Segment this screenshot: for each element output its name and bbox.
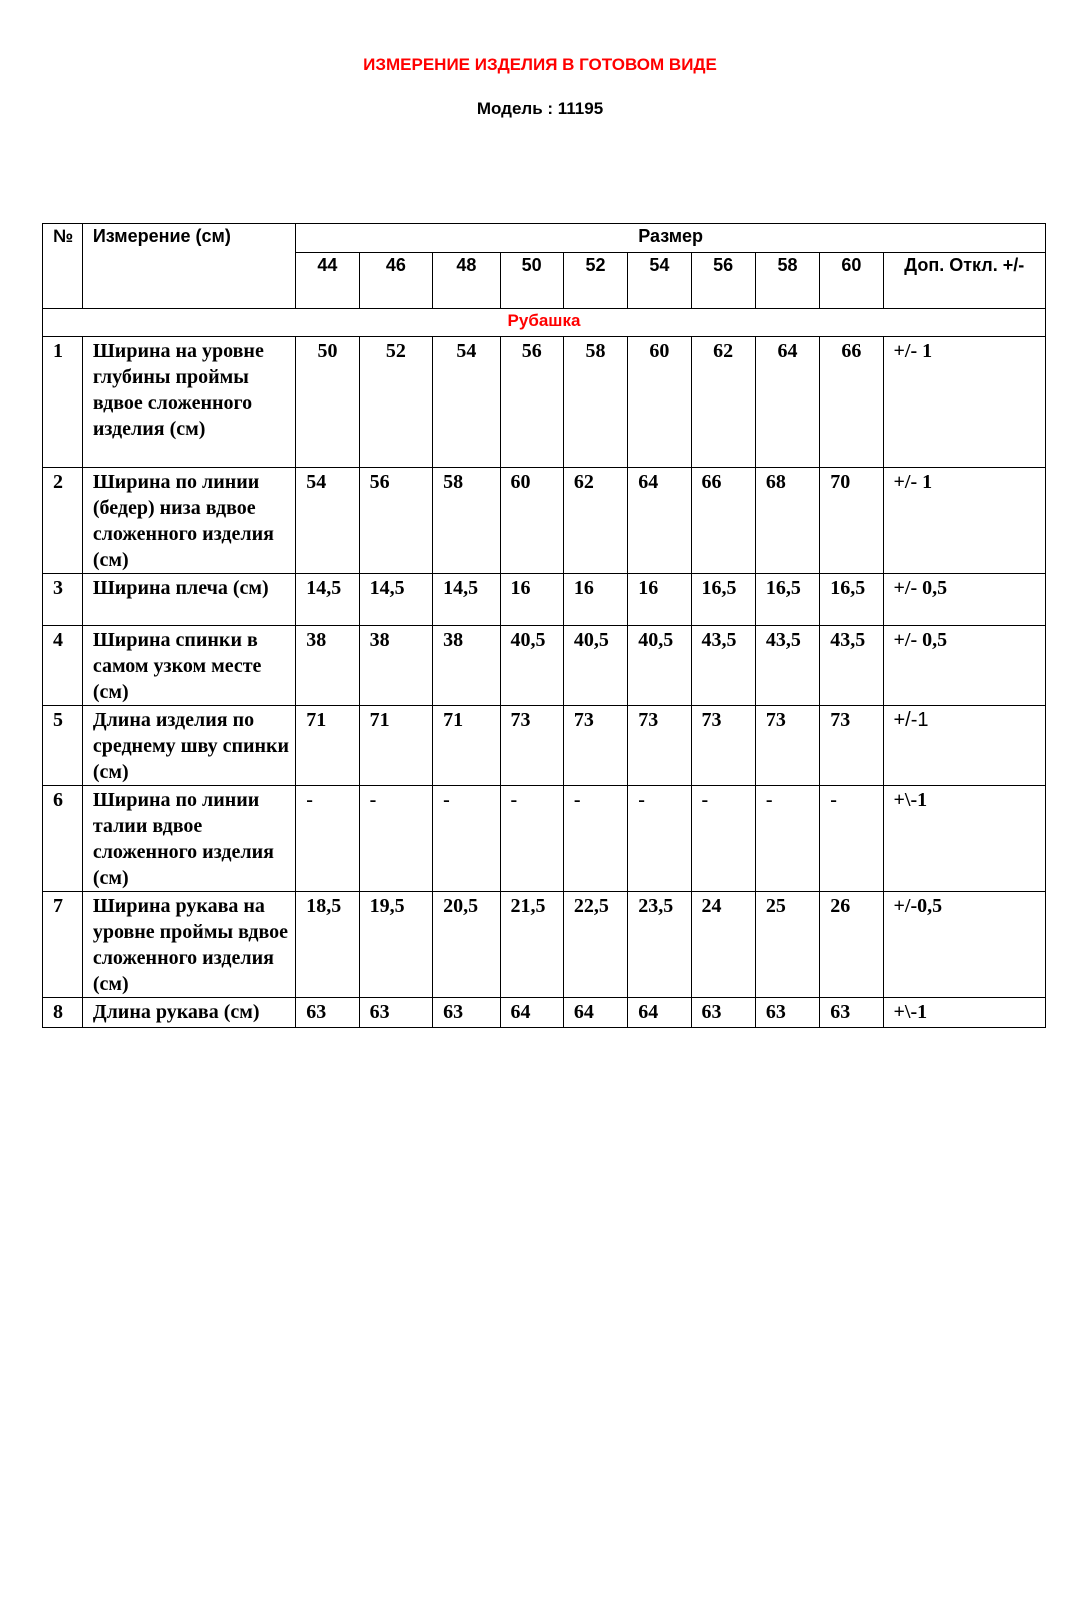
value-cell: 71: [359, 706, 433, 786]
value-cell: 16,5: [691, 574, 755, 626]
value-cell: 19,5: [359, 892, 433, 998]
table-row: [43, 998, 1046, 1028]
header-measure: Измерение (см): [82, 224, 295, 309]
value-cell: 73: [563, 706, 627, 786]
value-cell: 62: [563, 468, 627, 574]
value-cell: 64: [628, 468, 691, 574]
row-label: Ширина рукава на уровне проймы вдвое сложенного изделия (см): [82, 892, 295, 998]
value-cell: 16: [500, 574, 563, 626]
value-cell: 26: [820, 892, 883, 998]
model-number: Модель : 11195: [476, 99, 604, 118]
tolerance-cell: +/- 0,5: [883, 574, 1046, 626]
value-cell: -: [691, 786, 755, 892]
value-cell: 63: [433, 998, 500, 1028]
value-cell: 23,5: [628, 892, 691, 998]
value-cell: 62: [691, 337, 755, 468]
value-cell: 64: [563, 998, 627, 1028]
value-cell: 21,5: [500, 892, 563, 998]
size-cell: 50: [500, 253, 563, 309]
table-row: [43, 892, 1046, 998]
table-row: [43, 786, 1046, 892]
value-cell: 73: [500, 706, 563, 786]
row-label: Ширина по линии (бедер) низа вдвое сложенного изделия (см): [82, 468, 295, 574]
size-cell: 56: [691, 253, 755, 309]
tolerance-cell: +/- 1: [883, 337, 1046, 468]
row-label: Ширина по линии талии вдвое сложенного изделия (см): [82, 786, 295, 892]
value-cell: 43,5: [691, 626, 755, 706]
value-cell: 70: [820, 468, 883, 574]
value-cell: 40,5: [628, 626, 691, 706]
value-cell: 25: [755, 892, 819, 998]
row-number: 7: [43, 892, 83, 998]
table-row: [43, 626, 1046, 706]
size-cell: 54: [628, 253, 691, 309]
section-title: Рубашка: [43, 309, 1046, 337]
table-row: [43, 337, 1046, 468]
value-cell: -: [433, 786, 500, 892]
value-cell: 63: [820, 998, 883, 1028]
tolerance-cell: +/- 0,5: [883, 626, 1046, 706]
value-cell: 20,5: [433, 892, 500, 998]
value-cell: -: [359, 786, 433, 892]
value-cell: 66: [820, 337, 883, 468]
value-cell: 64: [755, 337, 819, 468]
row-label: Ширина на уровне глубины проймы вдвое сложенного изделия (см): [82, 337, 295, 468]
size-cell: 58: [755, 253, 819, 309]
row-number: 5: [43, 706, 83, 786]
value-cell: -: [500, 786, 563, 892]
value-cell: 73: [755, 706, 819, 786]
value-cell: 71: [296, 706, 359, 786]
table-row: [43, 574, 1046, 626]
value-cell: 14,5: [359, 574, 433, 626]
value-cell: -: [755, 786, 819, 892]
value-cell: 22,5: [563, 892, 627, 998]
row-label: Ширина плеча (см): [82, 574, 295, 626]
value-cell: 43,5: [820, 626, 883, 706]
value-cell: -: [628, 786, 691, 892]
value-cell: 43,5: [755, 626, 819, 706]
value-cell: 56: [500, 337, 563, 468]
value-cell: 56: [359, 468, 433, 574]
value-cell: 58: [433, 468, 500, 574]
table-row: [43, 706, 1046, 786]
value-cell: 71: [433, 706, 500, 786]
value-cell: 63: [691, 998, 755, 1028]
value-cell: 16: [563, 574, 627, 626]
value-cell: 73: [691, 706, 755, 786]
value-cell: 63: [296, 998, 359, 1028]
row-label: Длина изделия по среднему шву спинки (см): [82, 706, 295, 786]
value-cell: 16: [628, 574, 691, 626]
header-size: Размер: [296, 224, 1046, 253]
size-cell: 52: [563, 253, 627, 309]
row-number: 3: [43, 574, 83, 626]
row-label: Длина рукава (см): [82, 998, 295, 1028]
tolerance-cell: +/-1: [883, 706, 1046, 786]
value-cell: -: [563, 786, 627, 892]
value-cell: 60: [500, 468, 563, 574]
value-cell: 66: [691, 468, 755, 574]
row-number: 8: [43, 998, 83, 1028]
value-cell: 73: [628, 706, 691, 786]
tolerance-cell: +\-1: [883, 786, 1046, 892]
value-cell: 63: [755, 998, 819, 1028]
value-cell: 38: [433, 626, 500, 706]
value-cell: 14,5: [296, 574, 359, 626]
row-number: 4: [43, 626, 83, 706]
value-cell: 68: [755, 468, 819, 574]
value-cell: 63: [359, 998, 433, 1028]
value-cell: 58: [563, 337, 627, 468]
value-cell: 54: [433, 337, 500, 468]
tolerance-cell: +/- 1: [883, 468, 1046, 574]
header-num: №: [43, 224, 83, 309]
header-tolerance: Доп. Откл. +/-: [883, 253, 1046, 309]
value-cell: 64: [500, 998, 563, 1028]
value-cell: 52: [359, 337, 433, 468]
size-cell: 44: [296, 253, 359, 309]
value-cell: 16,5: [820, 574, 883, 626]
value-cell: 54: [296, 468, 359, 574]
value-cell: 38: [359, 626, 433, 706]
tolerance-cell: +\-1: [883, 998, 1046, 1028]
value-cell: 18,5: [296, 892, 359, 998]
size-cell: 46: [359, 253, 433, 309]
value-cell: 24: [691, 892, 755, 998]
row-label: Ширина спинки в самом узком месте (см): [82, 626, 295, 706]
size-cell: 60: [820, 253, 883, 309]
value-cell: 40,5: [500, 626, 563, 706]
measurement-table: [42, 223, 1046, 1028]
table-body: [43, 224, 1046, 1028]
document-title: ИЗМЕРЕНИЕ ИЗДЕЛИЯ В ГОТОВОМ ВИДЕ: [363, 55, 717, 74]
value-cell: 60: [628, 337, 691, 468]
value-cell: -: [296, 786, 359, 892]
row-number: 1: [43, 337, 83, 468]
value-cell: 38: [296, 626, 359, 706]
value-cell: 14,5: [433, 574, 500, 626]
tolerance-cell: +/-0,5: [883, 892, 1046, 998]
value-cell: 40,5: [563, 626, 627, 706]
row-number: 6: [43, 786, 83, 892]
row-number: 2: [43, 468, 83, 574]
value-cell: 50: [296, 337, 359, 468]
size-cell: 48: [433, 253, 500, 309]
value-cell: 16,5: [755, 574, 819, 626]
value-cell: -: [820, 786, 883, 892]
table-row: [43, 468, 1046, 574]
value-cell: 64: [628, 998, 691, 1028]
value-cell: 73: [820, 706, 883, 786]
